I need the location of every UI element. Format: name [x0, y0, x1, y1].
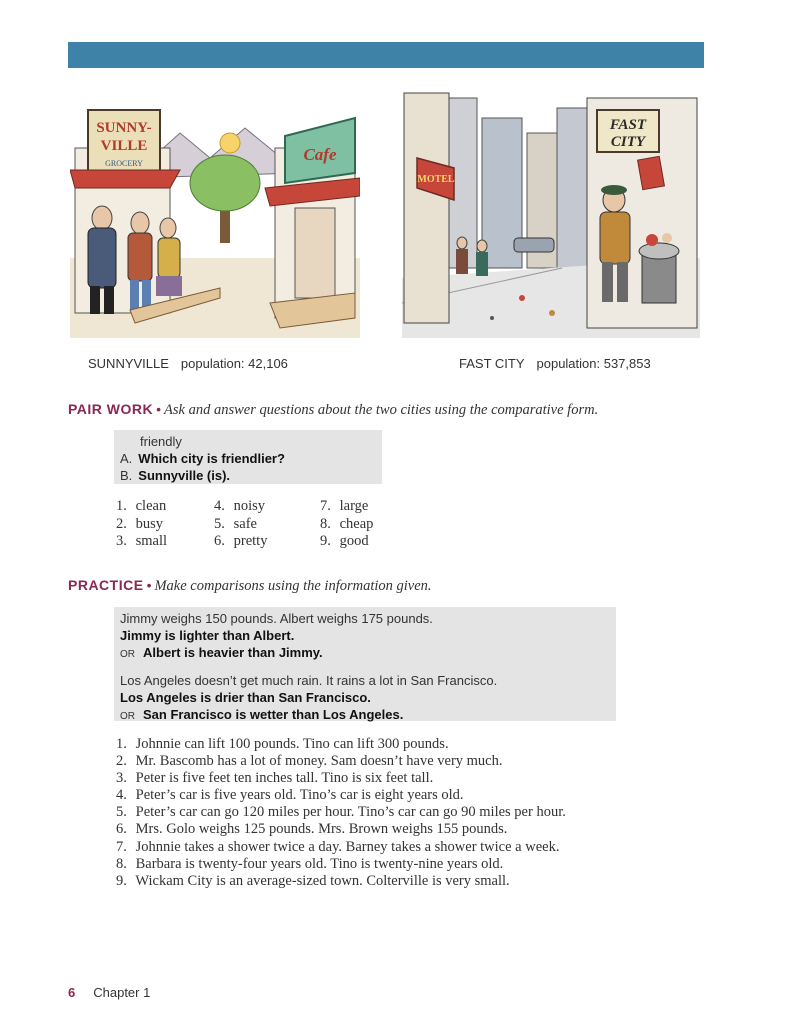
practice-item-list [116, 736, 566, 890]
example-2-alt: San Francisco is wetter than Los Angeles. [143, 707, 404, 722]
list-item: 2. Mr. Bascomb has a lot of money. Sam doesn’t have very much. [116, 753, 503, 770]
list-item: 2. busy [116, 515, 164, 532]
word-column-3 [320, 498, 373, 551]
example-1-or: OR [120, 649, 135, 660]
sunnyville-caption [88, 356, 288, 371]
list-item: 7. large [320, 498, 369, 514]
word-column-1 [116, 498, 167, 551]
example-1-prompt: Jimmy weighs 150 pounds. Albert weighs 175 pounds. [120, 611, 433, 626]
list-item: 4. Peter’s car is five years old. Tino’s car is eight years old. [116, 787, 464, 804]
list-item: 4. noisy [214, 498, 266, 514]
pair-work-instruction: Ask and answer questions about the two cities using the comparative form. [164, 402, 599, 418]
list-item: 1. Johnnie can lift 100 pounds. Tino can lift 300 pounds. [116, 736, 449, 752]
example-a-text: Which city is friendlier? [138, 451, 285, 466]
sign-grocery: GROCERY [105, 159, 143, 168]
pair-work-example-box [114, 430, 382, 484]
example-2-or: OR [120, 711, 135, 722]
practice-example-box [114, 607, 616, 721]
sign-fast: FAST [609, 117, 647, 133]
example-1-alt: Albert is heavier than Jimmy. [143, 645, 323, 660]
practice-keyword: PRACTICE [68, 577, 144, 593]
list-item: 1. clean [116, 498, 167, 514]
example-b-text: Sunnyville (is). [138, 468, 231, 483]
practice-bullet: • [146, 577, 152, 593]
page-number: 6 [68, 985, 76, 1000]
example-b-label: B. [120, 468, 133, 483]
sign-sunny: SUNNY- [96, 120, 152, 136]
list-item: 6. pretty [214, 533, 268, 549]
list-item: 3. small [116, 533, 168, 549]
list-item: 5. Peter’s car can go 120 miles per hour. Tino’s car can go 90 miles per hour. [116, 804, 566, 821]
list-item: 9. Wickam City is an average-sized town. Colterville is very small. [116, 872, 510, 889]
example-a-label: A. [120, 451, 133, 466]
sign-city: CITY [610, 134, 646, 150]
fast-city-drawing [402, 88, 700, 338]
sign-motel: MOTEL [417, 174, 455, 185]
sunnyville-population: population: 42,106 [180, 356, 288, 371]
practice-instruction: Make comparisons using the information given. [154, 578, 432, 594]
sunnyville-name: SUNNYVILLE [88, 356, 169, 371]
pair-work-bullet: • [156, 401, 162, 417]
pair-work-heading [68, 401, 598, 419]
practice-heading [68, 577, 432, 595]
example-2-answer: Los Angeles is drier than San Francisco. [120, 690, 371, 705]
list-item: 8. cheap [320, 515, 374, 532]
fast-city-name: FAST CITY [459, 356, 525, 371]
list-item: 7. Johnnie takes a shower twice a day. Barney takes a shower twice a week. [116, 838, 560, 855]
list-item: 5. safe [214, 515, 257, 532]
fast-city-population: population: 537,853 [536, 356, 651, 371]
list-item: 6. Mrs. Golo weighs 125 pounds. Mrs. Brown weighs 155 pounds. [116, 821, 508, 838]
sunnyville-illustration [70, 88, 360, 338]
sign-ville: VILLE [100, 138, 148, 154]
list-item: 9. good [320, 533, 369, 549]
list-item: 3. Peter is five feet ten inches tall. Tino is six feet tall. [116, 770, 434, 787]
fast-city-illustration [402, 88, 700, 338]
example-2-prompt: Los Angeles doesn’t get much rain. It rains a lot in San Francisco. [120, 673, 498, 688]
example-word: friendly [140, 434, 182, 449]
word-column-2 [214, 498, 267, 551]
header-banner [68, 42, 704, 68]
page-footer [68, 985, 150, 1000]
fast-city-caption [459, 356, 651, 371]
sunnyville-drawing [70, 88, 360, 338]
chapter-label: Chapter 1 [93, 985, 151, 1000]
example-1-answer: Jimmy is lighter than Albert. [120, 628, 295, 643]
sign-cafe: Cafe [303, 145, 337, 164]
pair-work-keyword: PAIR WORK [68, 401, 154, 417]
list-item: 8. Barbara is twenty-four years old. Tino is twenty-nine years old. [116, 855, 504, 872]
